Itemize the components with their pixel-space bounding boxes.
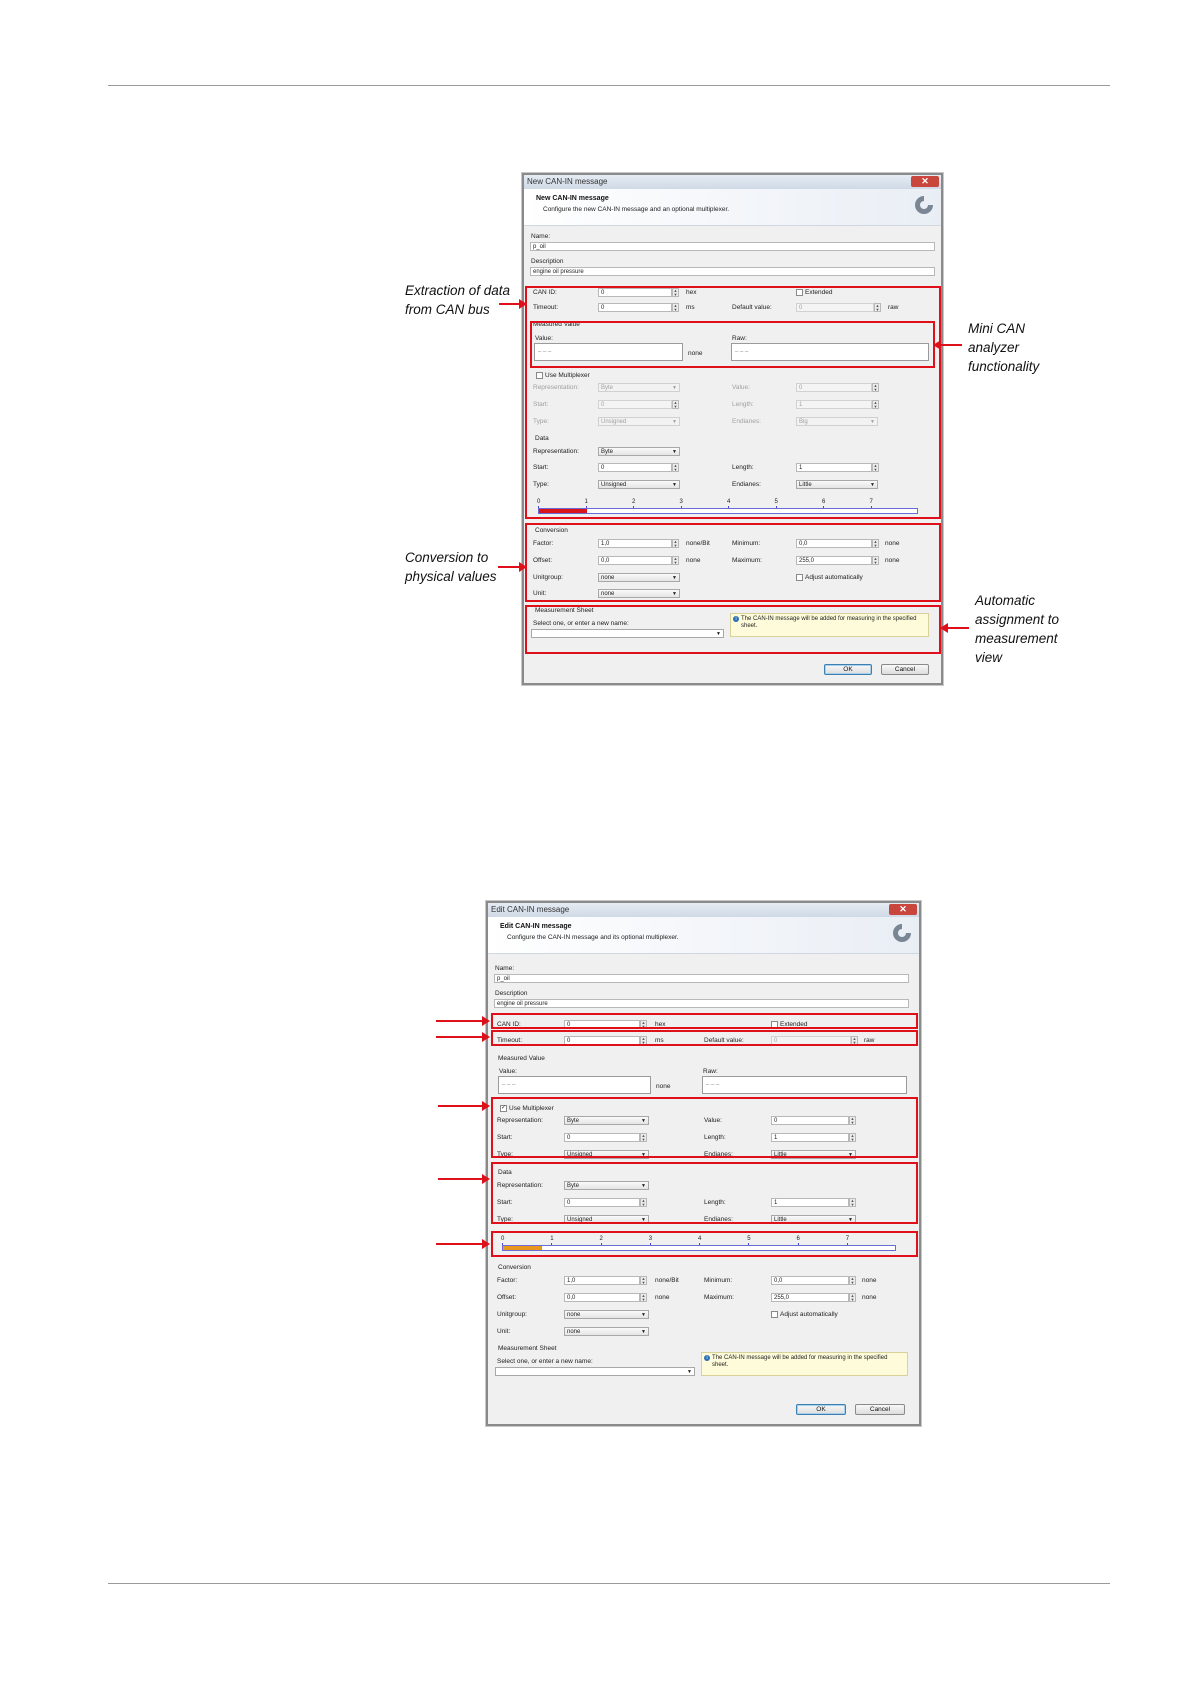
bit-tick-label: 4	[727, 499, 731, 505]
bit-tick-label: 2	[599, 1236, 603, 1242]
offset-input[interactable]: 0,0	[598, 556, 672, 565]
app-logo-icon	[891, 922, 913, 944]
annotation-line: physical values	[405, 569, 497, 584]
annotation-mini-can	[968, 319, 1039, 376]
highlight-measurement-sheet	[525, 605, 941, 654]
bit-tick-label: 0	[501, 1236, 505, 1242]
mux-length-input[interactable]: 1	[771, 1133, 849, 1142]
factor-label: Factor:	[497, 1277, 518, 1284]
ok-button[interactable]: OK	[796, 1404, 846, 1415]
factor-spinner[interactable]: ▲ ▼	[673, 539, 678, 548]
header-subtitle: Configure the new CAN-IN message and an optional multiplexer.	[543, 206, 730, 213]
offset-unit: none	[686, 557, 701, 564]
offset-input[interactable]: 0,0	[564, 1293, 640, 1302]
chevron-down-icon: ▼	[672, 385, 677, 391]
mux-value-spinner[interactable]: ▲ ▼	[850, 1116, 855, 1125]
raw-value-display: – – –	[702, 1076, 907, 1094]
extended-label: Extended	[805, 289, 833, 296]
description-input[interactable]: engine oil pressure	[494, 999, 909, 1008]
annotation-extraction	[405, 281, 510, 319]
timeout-spinner[interactable]: ▲ ▼	[673, 303, 678, 312]
chevron-down-icon: ▼	[641, 1329, 646, 1335]
timeout-unit: ms	[655, 1037, 664, 1044]
info-icon: i	[704, 1355, 710, 1361]
default-value-unit: raw	[888, 304, 899, 311]
mux-start-label: Start:	[533, 401, 549, 408]
mux-endianes-label: Endianes:	[704, 1151, 733, 1158]
measured-value-group: Measured Value	[498, 1055, 545, 1062]
timeout-label: Timeout:	[533, 304, 559, 311]
header-rule	[108, 85, 1110, 86]
maximum-input[interactable]: 255,0	[796, 556, 872, 565]
data-length-input[interactable]: 1	[796, 463, 872, 472]
measured-value-display: – – –	[534, 343, 683, 361]
value-label: Value:	[499, 1068, 517, 1075]
default-value-spinner[interactable]: ▲ ▼	[875, 303, 880, 312]
raw-label: Raw:	[732, 335, 747, 342]
data-start-input[interactable]: 0	[564, 1198, 640, 1207]
sheet-label: Select one, or enter a new name:	[497, 1358, 593, 1365]
chevron-down-icon: ▼	[672, 482, 677, 488]
arrowhead-icon	[519, 562, 527, 572]
annotation-conversion	[405, 548, 497, 586]
minimum-input[interactable]: 0,0	[796, 539, 872, 548]
arrow-bit-layout	[436, 1243, 488, 1245]
offset-unit: none	[655, 1294, 670, 1301]
mux-length-spinner[interactable]: ▲ ▼	[850, 1133, 855, 1142]
unitgroup-label: Unitgroup:	[497, 1311, 527, 1318]
annotation-line: Extraction of data	[405, 283, 511, 298]
annotation-line: measurement	[975, 631, 1058, 646]
arrowhead-icon	[482, 1239, 490, 1249]
cancel-button[interactable]: Cancel	[881, 664, 929, 675]
annotation-line: Automatic	[975, 593, 1036, 608]
footer-rule	[108, 1583, 1110, 1584]
offset-spinner[interactable]: ▲ ▼	[641, 1293, 646, 1302]
data-endianes-label: Endianes:	[704, 1216, 733, 1223]
data-start-spinner[interactable]: ▲ ▼	[641, 1198, 646, 1207]
name-input[interactable]: p_oil	[494, 974, 909, 983]
annotation-line: view	[975, 650, 1003, 665]
factor-label: Factor:	[533, 540, 554, 547]
mux-length-label: Length:	[704, 1134, 726, 1141]
chevron-down-icon: ▼	[687, 1369, 692, 1375]
mux-value-label: Value:	[704, 1117, 722, 1124]
arrow-timeout	[436, 1036, 488, 1038]
maximum-label: Maximum:	[732, 557, 762, 564]
can-id-input[interactable]: 0	[598, 288, 672, 297]
unit-select[interactable]	[564, 1327, 649, 1336]
data-endianes-value: Little	[799, 482, 812, 488]
mux-value-input[interactable]: 0	[796, 383, 872, 392]
window-title: Edit CAN-IN message	[491, 905, 570, 914]
chevron-down-icon: ▼	[641, 1152, 646, 1158]
minimum-spinner[interactable]: ▲ ▼	[873, 539, 878, 548]
use-multiplexer-label: Use Multiplexer	[545, 372, 590, 379]
conversion-group: Conversion	[498, 1264, 531, 1271]
mux-endianes-label: Endianes:	[732, 418, 761, 425]
chevron-down-icon: ▼	[672, 449, 677, 455]
default-value-spinner[interactable]: ▲ ▼	[852, 1036, 857, 1045]
can-id-spinner[interactable]: ▲ ▼	[641, 1020, 646, 1029]
minimum-input[interactable]: 0,0	[771, 1276, 849, 1285]
mux-start-input[interactable]: 0	[564, 1133, 640, 1142]
minimum-label: Minimum:	[732, 540, 761, 547]
hint-text: The CAN-IN message will be added for measuring in the specified sheet.	[741, 616, 917, 629]
maximum-spinner[interactable]: ▲ ▼	[873, 556, 878, 565]
data-group: Data	[535, 435, 549, 442]
unitgroup-value: none	[567, 1312, 581, 1318]
bit-tick-label: 2	[632, 499, 636, 505]
chevron-down-icon: ▼	[716, 631, 721, 637]
maximum-unit: none	[885, 557, 900, 564]
can-id-unit: hex	[655, 1021, 666, 1028]
mux-value-spinner[interactable]: ▲ ▼	[873, 383, 878, 392]
description-label: Description	[531, 258, 564, 265]
mux-representation-label: Representation:	[497, 1117, 543, 1124]
mux-length-label: Length:	[732, 401, 754, 408]
timeout-spinner[interactable]: ▲ ▼	[641, 1036, 646, 1045]
can-id-unit: hex	[686, 289, 697, 296]
chevron-down-icon: ▼	[672, 419, 677, 425]
offset-label: Offset:	[497, 1294, 517, 1301]
chevron-down-icon: ▼	[870, 482, 875, 488]
use-multiplexer-label: Use Multiplexer	[509, 1105, 554, 1112]
can-id-spinner[interactable]: ▲ ▼	[673, 288, 678, 297]
adjust-checkbox[interactable]	[771, 1311, 778, 1318]
measured-value-display: – – –	[498, 1076, 651, 1094]
mux-value-input[interactable]: 0	[771, 1116, 849, 1125]
mux-representation-value: Byte	[601, 385, 614, 391]
data-start-label: Start:	[533, 464, 549, 471]
highlight-bit-layout	[491, 1231, 918, 1257]
mux-type-label: Type:	[497, 1151, 513, 1158]
adjust-label: Adjust automatically	[805, 574, 863, 581]
bit-tick-label: 1	[550, 1236, 554, 1242]
unitgroup-select[interactable]	[564, 1310, 649, 1319]
data-endianes-value: Little	[774, 1217, 787, 1223]
chevron-down-icon: ▼	[870, 419, 875, 425]
mux-value-label: Value:	[732, 384, 750, 391]
mux-start-label: Start:	[497, 1134, 513, 1141]
timeout-label: Timeout:	[497, 1037, 523, 1044]
arrow-can-id	[436, 1020, 488, 1022]
chevron-down-icon: ▼	[641, 1312, 646, 1318]
annotation-line: Conversion to	[405, 550, 489, 565]
data-type-value: Unsigned	[567, 1217, 593, 1223]
measurement-sheet-group: Measurement Sheet	[535, 607, 594, 614]
name-label: Name:	[531, 233, 551, 240]
default-value-unit: raw	[864, 1037, 875, 1044]
header-title: New CAN-IN message	[536, 195, 609, 202]
mux-type-label: Type:	[533, 418, 549, 425]
mux-length-input[interactable]: 1	[796, 400, 872, 409]
name-label: Name:	[495, 965, 515, 972]
unitgroup-label: Unitgroup:	[533, 574, 563, 581]
mux-endianes-value: Little	[774, 1152, 787, 1158]
arrow-multiplexer	[438, 1105, 488, 1107]
mux-length-spinner[interactable]: ▲ ▼	[873, 400, 878, 409]
dialog-header	[488, 917, 919, 954]
unit-value: none	[601, 591, 615, 597]
data-length-spinner[interactable]: ▲ ▼	[850, 1198, 855, 1207]
arrowhead-icon	[482, 1032, 490, 1042]
data-start-input[interactable]: 0	[598, 463, 672, 472]
data-length-input[interactable]: 1	[771, 1198, 849, 1207]
mux-endianes-value: Big	[799, 419, 808, 425]
data-group: Data	[498, 1169, 512, 1176]
arrow-data	[438, 1178, 488, 1180]
bit-tick-label: 3	[648, 1236, 653, 1242]
mux-start-input[interactable]: 0	[598, 400, 672, 409]
bit-tick-label: 7	[869, 499, 873, 505]
measured-value-unit: none	[688, 350, 703, 357]
adjust-label: Adjust automatically	[780, 1311, 838, 1318]
data-representation-label: Representation:	[497, 1182, 543, 1189]
measured-value-unit: none	[656, 1083, 671, 1090]
maximum-unit: none	[862, 1294, 877, 1301]
data-representation-label: Representation:	[533, 448, 579, 455]
conversion-group: Conversion	[535, 527, 568, 534]
timeout-input[interactable]: 0	[598, 303, 672, 312]
data-type-label: Type:	[497, 1216, 513, 1223]
minimum-label: Minimum:	[704, 1277, 733, 1284]
chevron-down-icon: ▼	[848, 1152, 853, 1158]
raw-value-display: – – –	[731, 343, 929, 361]
bit-tick-label: 7	[845, 1236, 850, 1242]
unit-label: Unit:	[533, 590, 547, 597]
sheet-combo[interactable]	[495, 1367, 695, 1376]
default-value-label: Default value:	[704, 1037, 744, 1044]
app-logo-icon	[913, 194, 935, 216]
arrowhead-icon	[482, 1101, 490, 1111]
arrowhead-icon	[940, 623, 948, 633]
bit-tick-label: 4	[698, 1236, 702, 1242]
chevron-down-icon: ▼	[641, 1118, 646, 1124]
mux-representation-label: Representation:	[533, 384, 579, 391]
title-bar	[488, 903, 919, 917]
default-value-input[interactable]: 0	[771, 1036, 851, 1045]
maximum-spinner[interactable]: ▲ ▼	[850, 1293, 855, 1302]
name-input[interactable]: p_oil	[530, 242, 935, 251]
unitgroup-value: none	[601, 575, 615, 581]
factor-input[interactable]: 1,0	[598, 539, 672, 548]
arrowhead-icon	[933, 340, 941, 350]
can-id-input[interactable]: 0	[564, 1020, 640, 1029]
highlight-can-id	[491, 1013, 918, 1029]
annotation-line: Mini CAN	[968, 321, 1026, 336]
minimum-unit: none	[862, 1277, 877, 1284]
bit-tick-label: 5	[747, 1236, 751, 1242]
data-type-label: Type:	[533, 481, 549, 488]
factor-spinner[interactable]: ▲ ▼	[641, 1276, 646, 1285]
measured-value-group: Measured Value	[533, 321, 580, 328]
data-representation-value: Byte	[567, 1183, 580, 1189]
data-length-label: Length:	[732, 464, 754, 471]
data-endianes-label: Endianes:	[732, 481, 761, 488]
timeout-input[interactable]: 0	[564, 1036, 640, 1045]
minimum-unit: none	[885, 540, 900, 547]
bit-tick-label: 6	[822, 499, 826, 505]
arrowhead-icon	[482, 1174, 490, 1184]
dialog-header	[524, 189, 941, 226]
factor-unit: none/Bit	[655, 1277, 679, 1284]
hint-text: The CAN-IN message will be added for measuring in the specified sheet.	[712, 1355, 888, 1368]
annotation-line: analyzer	[968, 340, 1020, 355]
annotation-line: assignment to	[975, 612, 1060, 627]
annotation-line: functionality	[968, 359, 1040, 374]
chevron-down-icon: ▼	[641, 1217, 646, 1223]
offset-spinner[interactable]: ▲ ▼	[673, 556, 678, 565]
factor-input[interactable]: 1,0	[564, 1276, 640, 1285]
arrowhead-icon	[519, 299, 527, 309]
data-start-label: Start:	[497, 1199, 513, 1206]
unit-value: none	[567, 1329, 581, 1335]
close-icon[interactable]: ✕	[911, 176, 939, 187]
unit-label: Unit:	[497, 1328, 511, 1335]
default-value-input[interactable]: 0	[796, 303, 874, 312]
header-subtitle: Configure the CAN-IN message and its optional multiplexer.	[507, 934, 679, 941]
ok-button[interactable]: OK	[824, 664, 872, 675]
can-id-label: CAN ID:	[533, 289, 557, 296]
can-id-label: CAN ID:	[497, 1021, 521, 1028]
annotation-line: from CAN bus	[405, 302, 490, 317]
raw-label: Raw:	[703, 1068, 718, 1075]
sheet-hint	[701, 1352, 908, 1376]
data-representation-value: Byte	[601, 449, 614, 455]
cancel-button[interactable]: Cancel	[855, 1404, 905, 1415]
extended-label: Extended	[780, 1021, 808, 1028]
data-type-value: Unsigned	[601, 482, 627, 488]
chevron-down-icon: ▼	[672, 591, 677, 597]
annotation-automatic	[975, 591, 1059, 667]
factor-unit: none/Bit	[686, 540, 710, 547]
timeout-unit: ms	[686, 304, 695, 311]
measurement-sheet-group: Measurement Sheet	[498, 1345, 557, 1352]
data-start-spinner[interactable]: ▲ ▼	[673, 463, 678, 472]
info-icon: i	[733, 616, 739, 622]
value-label: Value:	[535, 335, 553, 342]
minimum-spinner[interactable]: ▲ ▼	[850, 1276, 855, 1285]
data-length-spinner[interactable]: ▲ ▼	[873, 463, 878, 472]
mux-type-value: Unsigned	[601, 419, 627, 425]
maximum-input[interactable]: 255,0	[771, 1293, 849, 1302]
arrowhead-icon	[482, 1016, 490, 1026]
bit-tick-label: 0	[537, 499, 541, 505]
header-title: Edit CAN-IN message	[500, 923, 572, 930]
bit-tick-label: 3	[679, 499, 683, 505]
chevron-down-icon: ▼	[848, 1217, 853, 1223]
mux-start-spinner[interactable]: ▲ ▼	[673, 400, 678, 409]
close-icon[interactable]: ✕	[889, 904, 917, 915]
chevron-down-icon: ▼	[641, 1183, 646, 1189]
default-value-label: Default value:	[732, 304, 772, 311]
offset-label: Offset:	[533, 557, 553, 564]
description-input[interactable]: engine oil pressure	[530, 267, 935, 276]
bit-tick-label: 1	[584, 499, 588, 505]
highlight-multiplexer	[491, 1097, 918, 1158]
mux-type-value: Unsigned	[567, 1152, 593, 1158]
chevron-down-icon: ▼	[672, 575, 677, 581]
data-length-label: Length:	[704, 1199, 726, 1206]
mux-representation-value: Byte	[567, 1118, 580, 1124]
highlight-conversion	[525, 523, 941, 602]
bit-tick-label: 5	[774, 499, 778, 505]
use-multiplexer-checkbox[interactable]: ✓	[501, 1105, 507, 1111]
bit-tick-label: 6	[796, 1236, 800, 1242]
highlight-timeout	[491, 1030, 918, 1046]
title-bar	[524, 175, 941, 189]
description-label: Description	[495, 990, 528, 997]
window-title: New CAN-IN message	[527, 177, 608, 186]
sheet-label: Select one, or enter a new name:	[533, 620, 629, 627]
mux-start-spinner[interactable]: ▲ ▼	[641, 1133, 646, 1142]
maximum-label: Maximum:	[704, 1294, 734, 1301]
highlight-data	[491, 1162, 918, 1224]
highlight-measured-value	[530, 321, 935, 368]
